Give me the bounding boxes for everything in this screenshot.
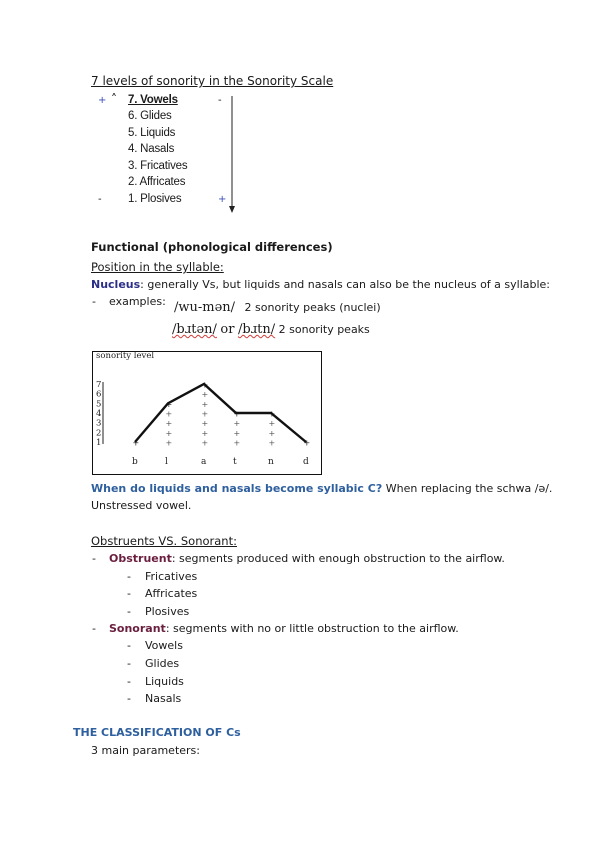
classification-text: 3 main parameters: <box>91 744 200 757</box>
minus-sign: - <box>218 95 222 106</box>
obstruent-line <box>109 552 505 565</box>
sonority-marker: + <box>201 428 209 438</box>
minus-sign: - <box>98 194 102 205</box>
example-note: 2 sonority peaks <box>278 323 370 336</box>
bullet-dash: - <box>92 552 96 565</box>
scale-item-affricates: 2. Affricates <box>128 176 186 188</box>
classification-heading: THE CLASSIFICATION OF Cs <box>73 726 241 739</box>
sonority-chart <box>92 351 322 475</box>
x-tick-label: t <box>233 457 237 467</box>
list-item: Affricates <box>145 587 198 600</box>
example-note: 2 sonority peaks (nuclei) <box>244 301 381 314</box>
example-1 <box>174 300 381 315</box>
y-tick-label: 3 <box>96 418 102 429</box>
bullet-dash: - <box>92 622 96 635</box>
example-2 <box>172 322 370 337</box>
sonority-marker: + <box>132 438 140 448</box>
sonority-marker: + <box>233 419 241 429</box>
x-tick-label: b <box>132 457 138 467</box>
obstruent-label: Obstruent <box>109 552 172 565</box>
sonority-marker: + <box>233 428 241 438</box>
examples-dash: - <box>92 295 96 308</box>
syllabic-line <box>91 482 552 495</box>
y-tick-label: 1 <box>96 438 102 448</box>
bullet-dash: - <box>127 587 131 600</box>
x-tick-label: n <box>268 457 274 467</box>
sonority-marker: + <box>165 438 173 448</box>
bullet-dash: - <box>127 657 131 670</box>
sonority-marker: + <box>268 409 276 419</box>
x-tick-label: d <box>303 457 309 467</box>
bullet-dash: - <box>127 639 131 652</box>
scale-item-vowels: 7. Vowels <box>128 94 178 106</box>
list-item: Plosives <box>145 605 190 618</box>
list-item: Liquids <box>145 675 184 688</box>
x-tick-label: l <box>165 457 168 467</box>
sonority-marker: + <box>165 419 173 429</box>
example-ipa: /bɹtən/ <box>172 322 217 337</box>
sonority-marker: + <box>165 428 173 438</box>
obstruents-heading: Obstruents VS. Sonorant: <box>91 534 237 548</box>
bullet-dash: - <box>127 605 131 618</box>
y-tick-label: 2 <box>96 428 102 439</box>
sonorant-line <box>109 622 459 635</box>
unstressed-vowel: Unstressed vowel. <box>91 499 192 512</box>
sonority-marker: + <box>233 409 241 419</box>
chart-svg <box>93 352 321 474</box>
bullet-dash: - <box>127 675 131 688</box>
obstruent-text: : segments produced with enough obstruction to the airflow. <box>171 552 505 565</box>
scale-item-fricatives: 3. Fricatives <box>128 160 188 172</box>
sonority-marker: + <box>201 419 209 429</box>
sonority-marker: + <box>268 428 276 438</box>
example-or: or <box>220 322 235 337</box>
examples-label: examples: <box>109 295 166 308</box>
y-tick-label: 6 <box>96 389 102 400</box>
sonority-marker: + <box>268 419 276 429</box>
sonority-line <box>135 384 306 442</box>
arrow-down-icon <box>226 96 238 216</box>
sonority-marker: + <box>165 409 173 419</box>
sonority-marker: + <box>165 399 173 409</box>
list-item: Nasals <box>145 692 182 705</box>
bullet-dash: - <box>127 692 131 705</box>
scale-item-plosives: 1. Plosives <box>128 193 182 205</box>
plus-sign: + <box>218 194 227 205</box>
nucleus-line <box>91 278 550 291</box>
sonority-marker: + <box>201 409 209 419</box>
list-item: Glides <box>145 657 180 670</box>
bullet-dash: - <box>127 570 131 583</box>
sonority-marker: + <box>201 438 209 448</box>
y-tick-label: 4 <box>96 409 102 419</box>
y-tick-label: 5 <box>96 399 102 410</box>
syllabic-question: When do liquids and nasals become syllabic C? <box>91 482 383 495</box>
sonority-marker: + <box>201 390 209 400</box>
syllabic-answer: When replacing the schwa /ə/. <box>385 482 553 495</box>
nucleus-label: Nucleus <box>91 278 141 291</box>
scale-item-glides: 6. Glides <box>128 110 172 122</box>
sonority-marker: + <box>303 438 311 448</box>
y-tick-label: 7 <box>96 380 102 390</box>
example-ipa: /wu-mən/ <box>174 300 236 315</box>
scale-item-liquids: 5. Liquids <box>128 127 176 139</box>
sonority-marker: + <box>201 380 209 390</box>
list-item: Fricatives <box>145 570 198 583</box>
plus-sign: + <box>98 95 107 106</box>
nucleus-text: : generally Vs, but liquids and nasals can also be the nucleus of a syllable: <box>140 278 551 291</box>
chart-ylabel: sonority level <box>96 351 155 361</box>
sonorant-label: Sonorant <box>109 622 166 635</box>
sonority-marker: + <box>233 438 241 448</box>
sonority-marker: + <box>201 399 209 409</box>
position-heading: Position in the syllable: <box>91 260 224 274</box>
sonorant-text: : segments with no or little obstruction to the airflow. <box>165 622 459 635</box>
page-title: 7 levels of sonority in the Sonority Scale <box>91 74 334 88</box>
scale-item-nasals: 4. Nasals <box>128 143 175 155</box>
sonority-marker: + <box>268 438 276 448</box>
functional-heading: Functional (phonological differences) <box>91 240 333 254</box>
example-ipa: /bɹtn/ <box>237 322 276 337</box>
arrow-up-icon: ˄ <box>111 92 117 106</box>
list-item: Vowels <box>145 639 183 652</box>
x-tick-label: a <box>201 457 207 467</box>
